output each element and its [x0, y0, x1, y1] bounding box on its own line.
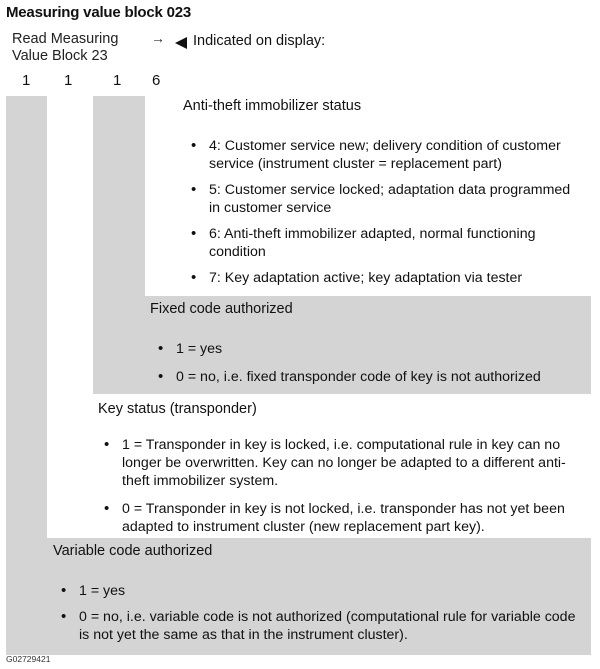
- list-item: • 4: Customer service new; delivery condition of customer service (instrument cluster = replacement part): [191, 137, 571, 173]
- display-digit-2: 1: [64, 72, 73, 89]
- right-arrow-icon: →: [151, 30, 165, 46]
- key-status-list: [104, 436, 589, 536]
- column-1-bar: [6, 96, 47, 655]
- list-item: • 1 = Transponder in key is locked, i.e. computational rule in key can no longer be overwritten. Key can no longer be adapted to a different anti-theft immobilizer system.: [104, 436, 589, 490]
- list-item: • 1 = yes: [61, 582, 576, 600]
- read-block-line-2: Value Block 23: [12, 48, 108, 64]
- list-item: • 0 = Transponder in key is not locked, i.e. transponder has not yet been adapted to instrument cluster (new replacement part key).: [104, 500, 589, 536]
- list-item: • 6: Anti-theft immobilizer adapted, normal functioning condition: [191, 225, 571, 261]
- figure-id: G02729421: [6, 654, 51, 664]
- immobilizer-status-heading: Anti-theft immobilizer status: [183, 98, 362, 114]
- list-item: • 0 = no, i.e. fixed transponder code of key is not authorized: [158, 368, 583, 386]
- display-digit-4: 6: [152, 72, 161, 89]
- list-item: • 0 = no, i.e. variable code is not authorized (computational rule for variable code is not yet the same as that in the instrument cluster).: [61, 608, 576, 644]
- key-status-heading: Key status (transponder): [98, 401, 257, 417]
- read-block-label: [12, 31, 118, 65]
- read-block-line-1: Read Measuring: [12, 31, 119, 47]
- display-digit-1: 1: [22, 72, 31, 89]
- variable-code-list: [61, 582, 576, 644]
- indicated-label: Indicated on display:: [193, 33, 326, 49]
- variable-code-heading: Variable code authorized: [53, 543, 213, 559]
- column-3-bar: [93, 96, 145, 394]
- pointer-triangle-icon: [175, 37, 187, 49]
- list-item: • 1 = yes: [158, 340, 583, 358]
- list-item: • 7: Key adaptation active; key adaptation via tester: [191, 269, 571, 287]
- immobilizer-status-list: [191, 137, 571, 287]
- fixed-code-heading: Fixed code authorized: [150, 301, 293, 317]
- list-item: • 5: Customer service locked; adaptation data programmed in customer service: [191, 181, 571, 217]
- fixed-code-list: [158, 340, 583, 386]
- display-digit-3: 1: [113, 72, 122, 89]
- page-title: Measuring value block 023: [6, 4, 192, 21]
